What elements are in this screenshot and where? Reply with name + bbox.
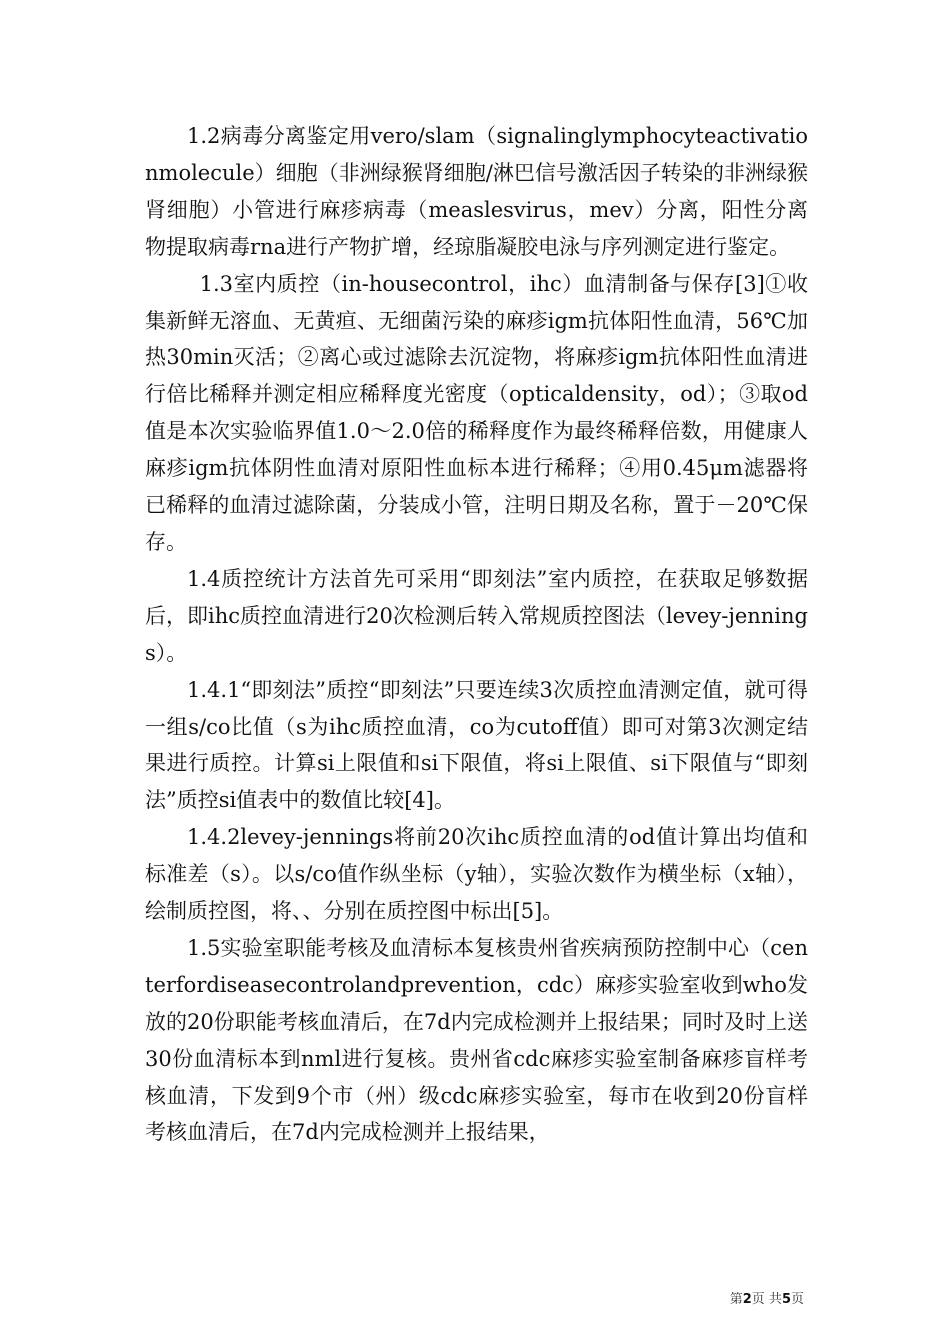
- footer-suffix: 页: [790, 1292, 804, 1307]
- footer-middle: 页 共: [751, 1292, 782, 1307]
- paragraph-1-5: 1.5实验室职能考核及血清标本复核贵州省疾病预防控制中心（centerfordiseasecontrolandprevention，cdc）麻疹实验室收到who发放的20份职能考核血清后，在7d内完成检测并上报结果；同时及时上送30份血清标本到nml进行复核。贵州省cdc麻疹实验室制备麻疹盲样考核血清，下发到9个市（州）级cdc麻疹实验室，每市在收到20份盲样考核血清后，在7d内完成检测并上报结果，: [145, 935, 808, 1145]
- page-footer: [0, 1291, 804, 1309]
- paragraph-1-4-1: 1.4.1“即刻法”质控“即刻法”只要连续3次质控血清测定值，就可得一组s/co比值（s为ihc质控血清，co为cutoff值）即可对第3次测定结果进行质控。计算si上限值和si下限值，将si上限值、si下限值与“即刻法”质控si值表中的数值比较[4]。: [145, 677, 808, 813]
- footer-prefix: 第: [729, 1292, 743, 1307]
- paragraph-1-4-2: 1.4.2levey-jennings将前20次ihc质控血清的od值计算出均值和标准差（s）。以s/co值作纵坐标（y轴），实验次数作为横坐标（x轴），绘制质控图，将、、分别在质控图中标出[5]。: [145, 825, 808, 924]
- paragraph-1-3: 1.3室内质控（in-housecontrol，ihc）血清制备与保存[3]①收集新鲜无溶血、无黄疸、无细菌污染的麻疹igm抗体阳性血清，56℃加热30min灭活；②离心或过滤除去沉淀物，将麻疹igm抗体阳性血清进行倍比稀释并测定相应稀释度光密度（opticaldensity，od）；③取od值是本次实验临界值1.0～2.0倍的稀释度作为最终稀释倍数，用健康人麻疹igm抗体阴性血清对原阳性血标本进行稀释；④用0.45μm滤器将已稀释的血清过滤除菌，分装成小管，注明日期及名称，置于－20℃保存。: [145, 271, 808, 554]
- paragraph-1-2: 1.2病毒分离鉴定用vero/slam（signalinglymphocyteactivationmolecule）细胞（非洲绿猴肾细胞/淋巴信号激活因子转染的非洲绿猴肾细胞）小管进行麻疹病毒（measlesvirus，mev）分离，阳性分离物提取病毒rna进行产物扩增，经琼脂凝胶电泳与序列测定进行鉴定。: [145, 124, 808, 259]
- paragraph-1-4: 1.4质控统计方法首先可采用“即刻法”室内质控，在获取足够数据后，即ihc质控血清进行20次检测后转入常规质控图法（levey-jennings）。: [145, 566, 808, 665]
- footer-total-pages: 5: [781, 1292, 791, 1307]
- footer-current-page: 2: [742, 1292, 752, 1307]
